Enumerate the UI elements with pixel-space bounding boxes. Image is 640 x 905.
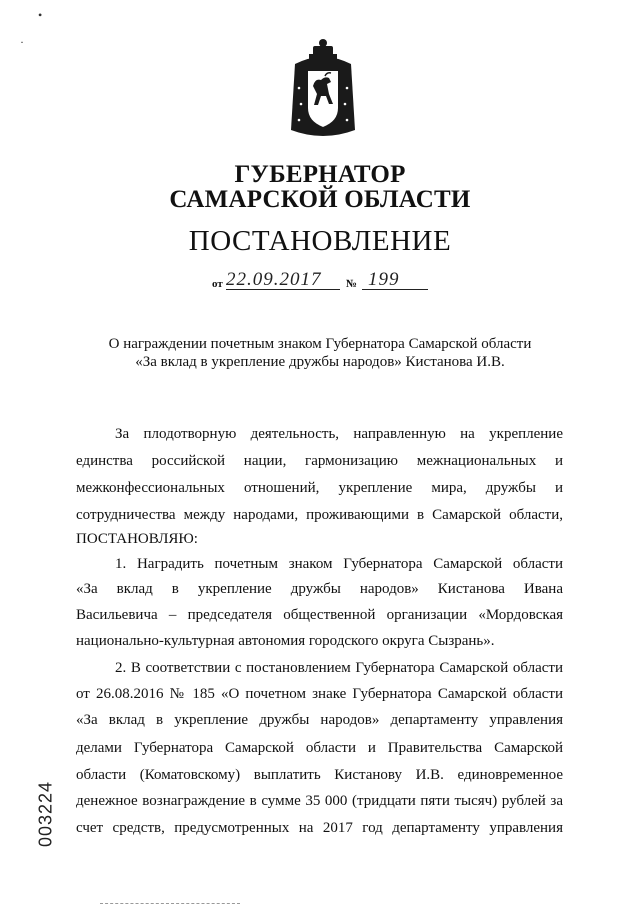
subject-line1: О награждении почетным знаком Губернатора Самарской области [108, 336, 532, 352]
number-underline [362, 289, 428, 290]
subject-line2: «За вклад в укрепление дружбы народов» Кистанова И.В. [135, 354, 505, 370]
body-line: сотрудничества между народами, проживающими в Самарской области, [76, 507, 563, 523]
body-line: межконфессиональных отношений, укрепление мира, дружбы и [76, 480, 563, 496]
body-line: национально-культурная автономия городского округа Сызрань». [76, 633, 495, 649]
document-type: ПОСТАНОВЛЕНИЕ [188, 225, 452, 257]
samara-coat-of-arms-icon [285, 38, 361, 146]
body-line: «За вклад в укрепление дружбы народов» департаменту управления [76, 712, 563, 728]
scan-speck: · [20, 35, 24, 49]
body-line: 2. В соответствии с постановлением Губернатора Самарской области [115, 660, 563, 676]
date-handwritten: 22.09.2017 [226, 269, 322, 290]
body-line: «За вклад в укрепление дружбы народов» Кистанова Ивана [76, 581, 563, 597]
body-line: счет средств, предусмотренных на 2017 год департаменту управления [76, 820, 563, 836]
body-line: от 26.08.2016 № 185 «О почетном знаке Губернатора Самарской области [76, 686, 563, 702]
number-handwritten: 199 [368, 269, 400, 290]
scan-edge [100, 903, 240, 904]
registration-number: 003224 [35, 780, 56, 848]
body-line: единства российской нации, гармонизацию межнациональных и [76, 453, 563, 469]
registration-number-vertical [34, 772, 58, 856]
body-line: Васильевича – председателя общественной организации «Мордовская [76, 607, 563, 623]
body-line: денежное вознаграждение в сумме 35 000 (тридцати пяти тысяч) рублей за [76, 793, 563, 809]
issuer-title-line1: ГУБЕРНАТОР [234, 161, 406, 188]
date-underline [226, 289, 340, 290]
number-prefix: № [346, 278, 358, 290]
body-line: делами Губернатора Самарской области и Правительства Самарской [76, 740, 563, 756]
date-prefix: от [212, 278, 223, 290]
body-line: области (Коматовскому) выплатить Кистанову И.В. единовременное [76, 767, 563, 783]
body-line: 1. Наградить почетным знаком Губернатора Самарской области [115, 556, 563, 572]
issuer-title-line2: САМАРСКОЙ ОБЛАСТИ [169, 186, 471, 213]
scan-speck: • [38, 8, 43, 22]
body-line: ПОСТАНОВЛЯЮ: [76, 531, 198, 547]
body-line: За плодотворную деятельность, направленную на укрепление [115, 426, 563, 442]
